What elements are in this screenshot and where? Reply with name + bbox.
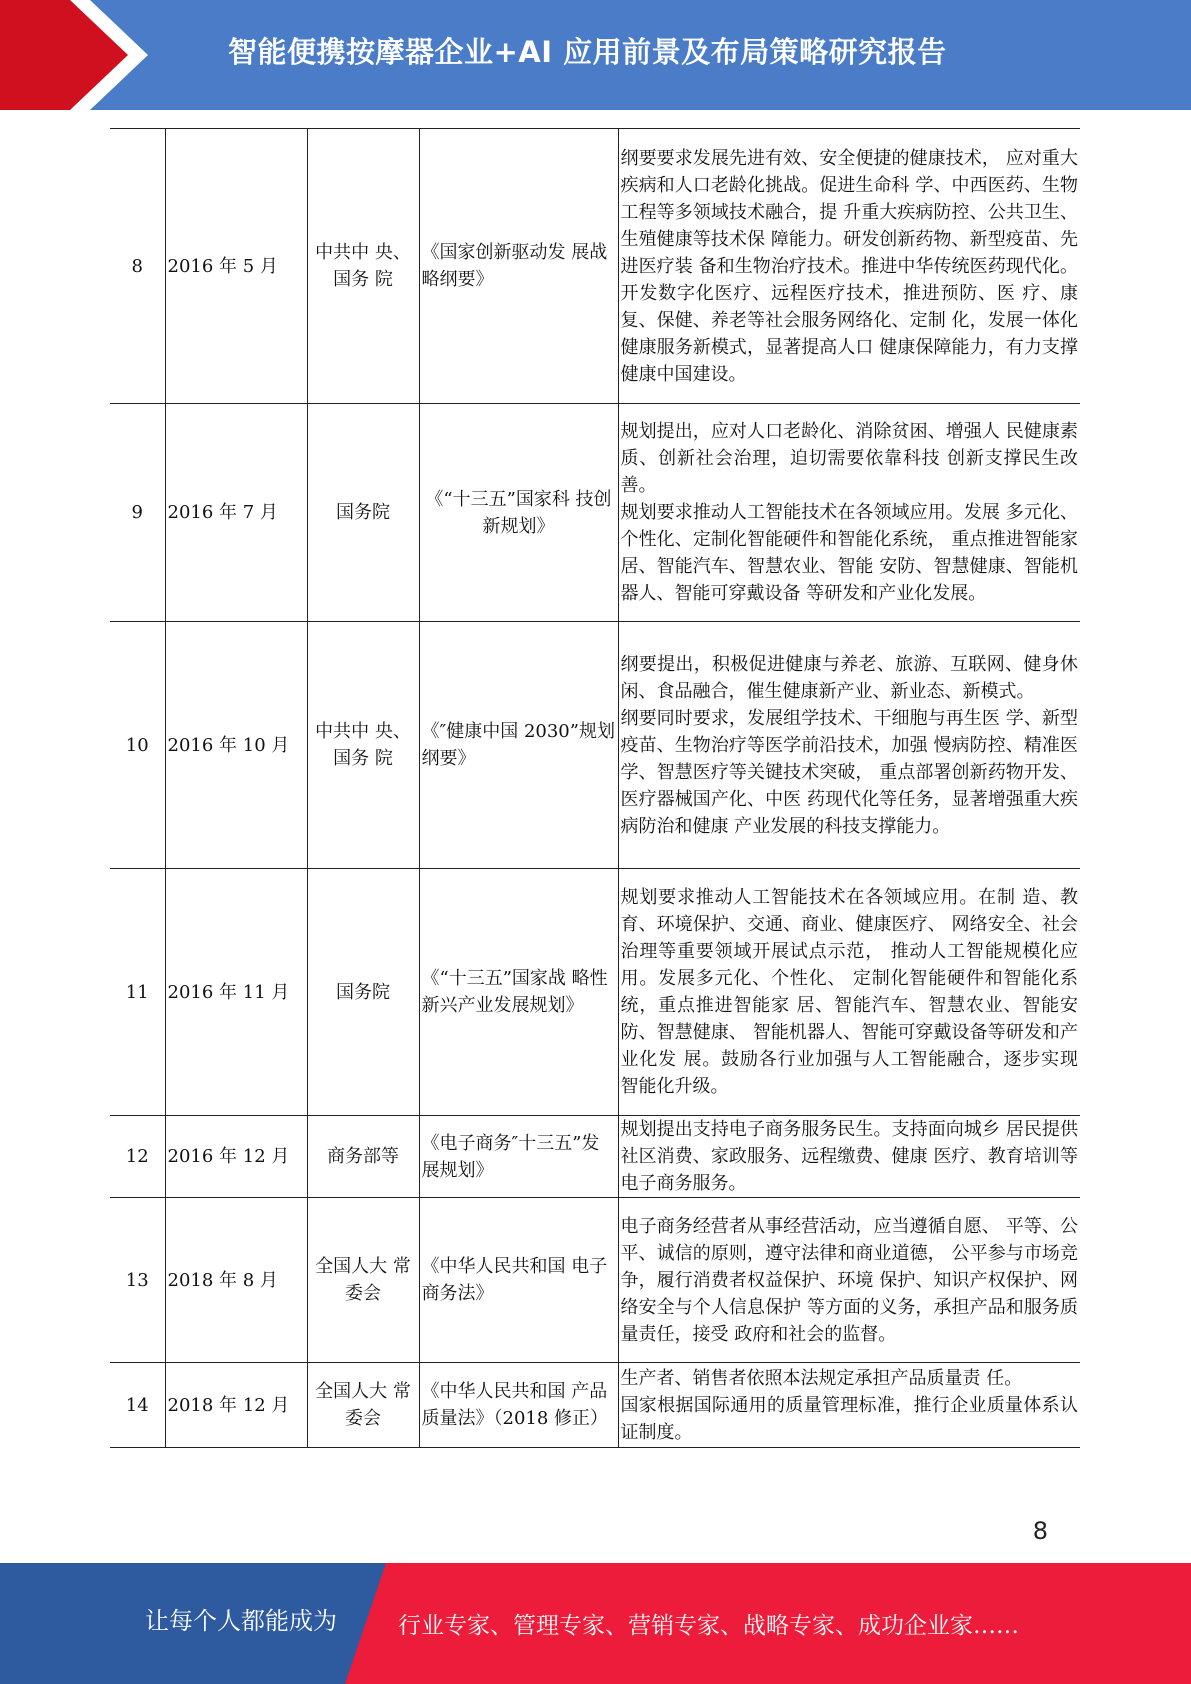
header-arrow-decoration: [0, 0, 150, 110]
row-date: 2016 年 5 月: [165, 129, 307, 404]
row-content: 纲要要求发展先进有效、安全便捷的健康技术， 应对重大疾病和人口老龄化挑战。促进生命科 学、中西医药、生物工程等多领域技术融合，提 升重大疾病防控、公共卫生、生殖健康等技术保 障能力。研发创新药物、新型疫苗、先进医疗装 备和生物治疗技术。推进中华传统医药现代化。 开发数字化医疗、远程医疗技术，推进预防、医 疗、康复、保健、养老等社会服务网络化、定制 化，发展一体化健康服务新模式，显著提高人口 健康保障能力，有力支撑健康中国建设。: [618, 129, 1080, 404]
footer-banner: [0, 1563, 1191, 1684]
row-number: 11: [110, 869, 165, 1116]
row-date: 2016 年 11 月: [165, 869, 307, 1116]
row-date: 2016 年 10 月: [165, 622, 307, 869]
row-department: 商务部等: [307, 1116, 419, 1198]
table-row: [110, 129, 1080, 404]
row-document: 《电子商务″十三五”发展规划》: [419, 1116, 618, 1198]
row-number: 10: [110, 622, 165, 869]
report-title: 智能便携按摩器企业+AI 应用前景及布局策略研究报告: [228, 35, 947, 69]
table-row: [110, 1363, 1080, 1448]
row-document: 《国家创新驱动发 展战略纲要》: [419, 129, 618, 404]
header-banner: [0, 0, 1191, 110]
row-number: 13: [110, 1198, 165, 1363]
row-date: 2016 年 12 月: [165, 1116, 307, 1198]
row-content: 规划提出支持电子商务服务民生。支持面向城乡 居民提供社区消费、家政服务、远程缴费、健康 医疗、教育培训等电子商务服务。: [618, 1116, 1080, 1198]
table-row: [110, 1116, 1080, 1198]
policy-table: [110, 128, 1080, 1448]
row-content: 规划要求推动人工智能技术在各领域应用。在制 造、教育、环境保护、交通、商业、健康医疗、 网络安全、社会治理等重要领域开展试点示范， 推动人工智能规模化应用。发展多元化、个性化、 定制化智能硬件和智能化系统，重点推进智能家 居、智能汽车、智慧农业、智能安防、智慧健康、 智能机器人、智能可穿戴设备等研发和产业化发 展。鼓励各行业加强与人工智能融合，逐步实现 智能化升级。: [618, 869, 1080, 1116]
row-document: 《“十三五”国家科 技创新规划》: [419, 404, 618, 622]
row-department: 中共中 央、国务 院: [307, 129, 419, 404]
table-row: [110, 404, 1080, 622]
row-number: 14: [110, 1363, 165, 1448]
row-document: 《中华人民共和国 电子商务法》: [419, 1198, 618, 1363]
row-date: 2018 年 8 月: [165, 1198, 307, 1363]
row-content: 电子商务经营者从事经营活动，应当遵循自愿、 平等、公平、诚信的原则，遵守法律和商业道德， 公平参与市场竞争，履行消费者权益保护、环境 保护、知识产权保护、网络安全与个人信息保护 等方面的义务，承担产品和服务质量责任，接受 政府和社会的监督。: [618, 1198, 1080, 1363]
table-row: [110, 1198, 1080, 1363]
row-department: 国务院: [307, 869, 419, 1116]
row-number: 12: [110, 1116, 165, 1198]
row-number: 8: [110, 129, 165, 404]
row-document: 《“十三五”国家战 略性新兴产业发展规划》: [419, 869, 618, 1116]
row-department: 全国人大 常委会: [307, 1198, 419, 1363]
table-row: [110, 622, 1080, 869]
row-content: 纲要提出，积极促进健康与养老、旅游、互联网、健身休闲、食品融合，催生健康新产业、新业态、新模式。 纲要同时要求，发展组学技术、干细胞与再生医 学、新型疫苗、生物治疗等医学前沿技术，加强 慢病防控、精准医学、智慧医疗等关键技术突破， 重点部署创新药物开发、医疗器械国产化、中医 药现代化等任务，显著增强重大疾病防治和健康 产业发展的科技支撑能力。: [618, 622, 1080, 869]
page-number: 8: [1032, 1517, 1048, 1545]
row-number: 9: [110, 404, 165, 622]
table-row: [110, 869, 1080, 1116]
footer-slogan-left: 让每个人都能成为: [145, 1607, 337, 1635]
row-content: 规划提出，应对人口老龄化、消除贫困、增强人 民健康素质、创新社会治理，迫切需要依靠科技 创新支撑民生改善。 规划要求推动人工智能技术在各领域应用。发展 多元化、个性化、定制化智能硬件和智能化系统， 重点推进智能家居、智能汽车、智慧农业、智能 安防、智慧健康、智能机器人、智能可穿戴设备 等研发和产业化发展。: [618, 404, 1080, 622]
row-document: 《″健康中国 2030”规划纲要》: [419, 622, 618, 869]
footer-slogan-right: 行业专家、管理专家、营销专家、战略专家、成功企业家……: [398, 1613, 1019, 1639]
row-department: 全国人大 常委会: [307, 1363, 419, 1448]
row-content: 生产者、销售者依照本法规定承担产品质量责 任。 国家根据国际通用的质量管理标准，推行企业质量体系认证制度。: [618, 1363, 1080, 1448]
row-department: 国务院: [307, 404, 419, 622]
row-department: 中共中 央、国务 院: [307, 622, 419, 869]
row-document: 《中华人民共和国 产品质量法》（2018 修正）: [419, 1363, 618, 1448]
policy-table-container: [110, 128, 1080, 1448]
row-date: 2018 年 12 月: [165, 1363, 307, 1448]
row-date: 2016 年 7 月: [165, 404, 307, 622]
